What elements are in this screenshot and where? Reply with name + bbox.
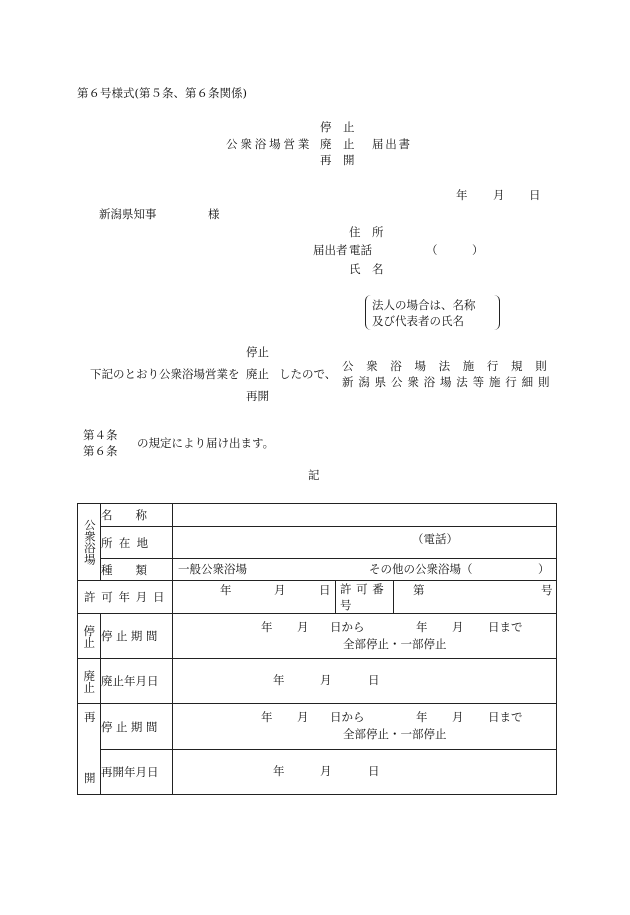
resume-period-label: 停止期間	[101, 719, 161, 734]
title-option-abolish: 廃 止	[320, 137, 355, 151]
law-bylaw: 新潟県公衆浴場法等施行細則	[342, 375, 555, 389]
article-6: 第６条	[83, 444, 118, 458]
permit-day: 日	[319, 583, 331, 597]
resume-month: 月	[320, 764, 332, 778]
date-year: 年	[456, 188, 468, 202]
section-abolish-label: 廃止	[82, 669, 97, 693]
stop-period-field[interactable]	[173, 614, 557, 659]
permit-no-label-cell	[336, 581, 394, 614]
type-label: 種 類	[101, 562, 147, 577]
permit-date-label-cell	[78, 581, 173, 614]
stop-scope: 全部停止・一部停止	[343, 637, 447, 651]
stop-to-year: 年	[416, 620, 428, 634]
stop-period-label-cell	[101, 614, 173, 659]
resume-from-year: 年	[261, 710, 273, 724]
stop-period-label: 停止期間	[101, 629, 161, 643]
abolish-date-label: 廃止年月日	[101, 674, 159, 688]
corp-note-line2: 及び代表者の氏名	[372, 314, 464, 328]
notification-table	[77, 503, 557, 795]
stop-to-day: 日まで	[488, 620, 523, 634]
type-field[interactable]	[173, 559, 557, 581]
resume-day: 日	[368, 764, 380, 778]
resume-from-day: 日から	[330, 710, 365, 724]
type-general: 一般公衆浴場	[178, 562, 247, 576]
corp-note-line1: 法人の場合は、名称	[372, 298, 476, 312]
section-abolish-cell	[78, 659, 101, 704]
section-bath-cell	[78, 504, 101, 581]
body-option-resume: 再開	[246, 389, 269, 403]
title-prefix: 公衆浴場営業	[226, 137, 313, 151]
resume-to-year: 年	[416, 710, 428, 724]
resume-period-label-cell	[101, 704, 173, 750]
type-label-cell	[101, 559, 173, 581]
resume-date-label: 再開年月日	[101, 765, 159, 779]
form-number: 第６号様式(第５条、第６条関係)	[77, 86, 247, 100]
section-stop-cell	[78, 614, 101, 659]
bath-name-field[interactable]	[173, 504, 557, 527]
section-resume-cell	[78, 704, 101, 795]
permit-no-field[interactable]	[394, 581, 557, 614]
type-other: その他の公衆浴場（	[369, 562, 473, 576]
stop-to-month: 月	[452, 620, 464, 634]
name-label: 氏 名	[349, 262, 384, 276]
permit-date-field[interactable]	[173, 581, 336, 614]
notifier-label: 届出者	[313, 243, 348, 257]
permit-no-prefix: 第	[413, 583, 425, 597]
bath-name-label: 名 称	[101, 508, 147, 522]
resume-period-field[interactable]	[173, 704, 557, 750]
body-tail: の規定により届け出ます。	[137, 436, 275, 450]
stop-from-day: 日から	[330, 620, 365, 634]
type-other-close: ）	[538, 562, 550, 576]
stop-from-month: 月	[297, 620, 309, 634]
ki-heading: 記	[308, 468, 320, 482]
permit-year: 年	[220, 583, 232, 597]
resume-year: 年	[273, 764, 285, 778]
section-stop-label: 停止	[82, 624, 97, 648]
law-regulation: 公衆浴場法施行規則	[342, 359, 560, 373]
body-option-stop: 停止	[246, 345, 269, 359]
address-label: 住 所	[349, 225, 384, 239]
date-month: 月	[493, 188, 505, 202]
abolish-year: 年	[273, 673, 285, 687]
permit-no-label: 許可番号	[340, 582, 389, 612]
date-day: 日	[529, 188, 541, 202]
article-4: 第４条	[83, 428, 118, 442]
resume-date-label-cell	[101, 750, 173, 795]
title-option-stop: 停 止	[320, 120, 355, 134]
title-option-resume: 再 開	[320, 153, 355, 167]
permit-no-suffix: 号	[541, 583, 553, 597]
abolish-date-label-cell	[101, 659, 173, 704]
body-mid: したので、	[279, 367, 337, 381]
section-bath-label: 公衆浴場	[82, 519, 97, 565]
phone-note: （電話）	[412, 532, 458, 546]
resume-date-field[interactable]	[173, 750, 557, 795]
name-label-cell	[101, 504, 173, 527]
abolish-day: 日	[368, 673, 380, 687]
section-resume-top: 再	[84, 710, 96, 724]
location-label-cell	[101, 527, 173, 559]
permit-month: 月	[274, 583, 286, 597]
phone-label: 電話	[349, 243, 372, 257]
section-resume-bottom: 開	[84, 770, 96, 785]
location-field[interactable]	[173, 527, 557, 559]
permit-date-label: 許可年月日	[84, 590, 171, 604]
resume-from-month: 月	[297, 710, 309, 724]
resume-scope: 全部停止・一部停止	[343, 727, 447, 741]
addressee-honorific: 様	[208, 207, 220, 221]
title-suffix: 届出書	[372, 137, 412, 151]
addressee-name: 新潟県知事	[99, 207, 157, 221]
resume-to-month: 月	[452, 710, 464, 724]
resume-to-day: 日まで	[488, 710, 523, 724]
location-label: 所在地	[101, 535, 155, 550]
stop-from-year: 年	[261, 620, 273, 634]
phone-parens: （ ）	[426, 243, 484, 257]
abolish-month: 月	[320, 673, 332, 687]
body-option-abolish: 廃止	[246, 367, 269, 381]
body-lead: 下記のとおり公衆浴場営業を	[90, 367, 240, 381]
abolish-date-field[interactable]	[173, 659, 557, 704]
